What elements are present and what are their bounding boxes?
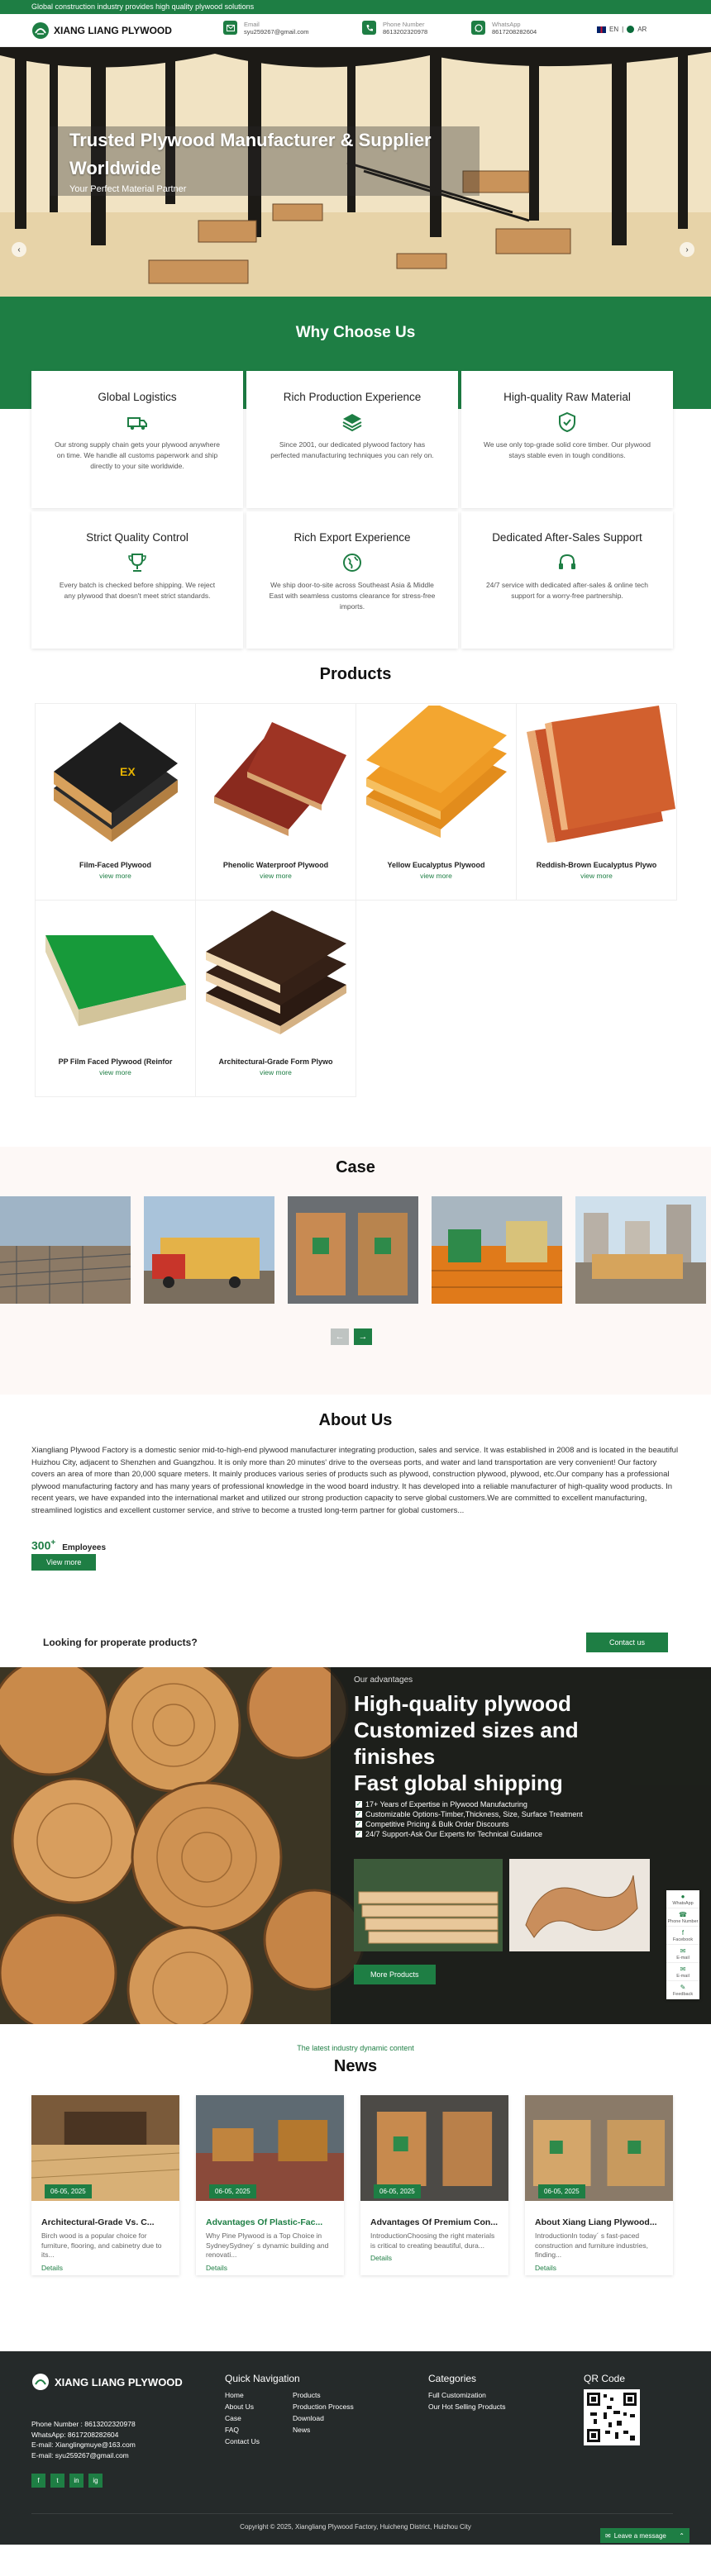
news-card[interactable] (525, 2095, 673, 2275)
product-card[interactable] (196, 901, 356, 1097)
product-image (518, 706, 675, 849)
advantage-item: ✓ Customizable Options-Timber,Thickness, Size, Surface Treatment (356, 1810, 583, 1818)
logo-text: XIANG LIANG PLYWOOD (54, 24, 172, 36)
why-card (246, 371, 458, 508)
email-icon: ✉ (680, 1965, 686, 1973)
leave-message-label: Leave a message (613, 2531, 666, 2540)
checkbox-icon: ✓ (356, 1830, 362, 1837)
footer-qr (584, 2373, 640, 2445)
product-name: Yellow Eucalyptus Plywood (387, 861, 485, 869)
hero-banner (0, 47, 711, 297)
why-card-title: High-quality Raw Material (503, 391, 631, 403)
news-kicker: The latest industry dynamic content (297, 2044, 414, 2052)
site-header (0, 14, 711, 47)
footer-nav-contact[interactable]: Contact Us (225, 2437, 260, 2445)
footer-qr-title: QR Code (584, 2373, 626, 2384)
news-section (0, 2024, 711, 2351)
news-details-link[interactable]: Details (535, 2263, 556, 2272)
side-facebook[interactable]: f Facebook (666, 1927, 699, 1945)
why-card (461, 511, 673, 649)
employee-stat (31, 1538, 680, 1552)
employee-count: 300+ (31, 1538, 56, 1552)
news-title: News (333, 2057, 378, 2075)
footer-nav-about[interactable]: About Us (225, 2403, 254, 2411)
why-card-title: Strict Quality Control (86, 531, 188, 544)
whatsapp-label: WhatsApp (492, 21, 521, 28)
footer-cat-hot[interactable]: Our Hot Selling Products (428, 2403, 506, 2411)
case-title: Case (336, 1158, 375, 1176)
product-view-more-link[interactable]: view more (260, 1068, 292, 1077)
product-image (358, 706, 515, 849)
case-prev-button[interactable] (331, 1328, 349, 1345)
footer-nav-news[interactable]: News (293, 2426, 311, 2434)
footer-logo[interactable] (31, 2373, 183, 2391)
product-card[interactable] (36, 704, 196, 901)
footer-phone[interactable]: Phone Number : 8613202320978 (31, 2420, 136, 2428)
headset-icon (556, 552, 578, 573)
footer-categories-title: Categories (428, 2373, 477, 2384)
saudi-flag-icon (627, 26, 634, 33)
top-announcement-bar (0, 0, 711, 14)
header-whatsapp[interactable] (471, 21, 537, 36)
why-card-text: 24/7 service with dedicated after-sales & online tech support for a worry-free partnership. (485, 581, 649, 600)
chevron-right-icon: › (685, 245, 689, 254)
products-grid (35, 703, 676, 1097)
case-image[interactable] (432, 1196, 562, 1304)
news-date: 06-05, 2025 (209, 2184, 256, 2198)
product-card[interactable] (196, 704, 356, 901)
news-details-link[interactable]: Details (206, 2263, 227, 2272)
advantages-headline: High-quality plywood Customized sizes and finishes Fast global shipping (354, 1691, 579, 1795)
news-card[interactable] (31, 2095, 179, 2275)
chat-icon: ✎ (680, 1983, 686, 1991)
floating-contact-sidebar (666, 1890, 699, 1999)
site-footer (0, 2351, 711, 2545)
language-switcher[interactable] (597, 26, 647, 33)
product-image (198, 902, 355, 1046)
case-carousel (0, 1196, 711, 1304)
hero-next-button[interactable] (680, 242, 694, 257)
twitter-icon[interactable]: t (50, 2474, 64, 2488)
qr-code-image (584, 2389, 640, 2445)
checkbox-icon: ✓ (356, 1810, 362, 1818)
checkbox-icon: ✓ (356, 1820, 362, 1827)
truck-icon (126, 411, 148, 433)
chat-icon: ✉ (605, 2531, 611, 2540)
facebook-icon[interactable]: f (31, 2474, 45, 2488)
news-date: 06-05, 2025 (374, 2184, 421, 2198)
why-card-title: Dedicated After-Sales Support (492, 531, 642, 544)
product-grid-spacer (356, 901, 517, 1097)
whatsapp-icon (471, 21, 485, 35)
product-view-more-link[interactable]: view more (420, 872, 452, 880)
about-section (0, 1395, 711, 1618)
why-card (31, 371, 243, 508)
news-card-title[interactable]: Architectural-Grade Vs. C... (41, 2217, 155, 2227)
advantage-item: ✓ 17+ Years of Expertise in Plywood Manufacturing (356, 1800, 527, 1808)
news-details-link[interactable]: Details (370, 2254, 392, 2262)
layers-icon (341, 411, 363, 433)
instagram-icon[interactable]: ig (88, 2474, 103, 2488)
footer-cat-custom[interactable]: Full Customization (428, 2391, 486, 2399)
why-card (461, 371, 673, 508)
header-email[interactable] (223, 21, 309, 36)
trophy-icon (126, 552, 148, 573)
arrow-left-icon: ← (335, 1332, 345, 1342)
why-card-text: Our strong supply chain gets your plywood anywhere on time. We handle all customs paperwork and ship directly to your site worldwide. (55, 440, 220, 470)
products-section (0, 662, 711, 1097)
arrow-right-icon: → (358, 1332, 368, 1342)
advantages-kicker: Our advantages (354, 1675, 413, 1685)
lang-en[interactable]: EN (609, 26, 619, 33)
case-image[interactable] (575, 1196, 706, 1304)
footer-nav-faq[interactable]: FAQ (225, 2426, 240, 2434)
proposal-question: Looking for properate products? (43, 1637, 198, 1648)
why-card-text: We use only top-grade solid core timber. Our plywood stays stable even in tough conditions. (483, 440, 651, 459)
product-name: PP Film Faced Plywood (Reinfor (58, 1057, 173, 1066)
why-card-text: We ship door-to-site across Southeast Asia & Middle East with seamless customs clearance for stress-free imports. (269, 581, 436, 611)
news-card-excerpt: Why Pine Plywood is a Top Choice in SydneySydney´ s dynamic building and renovati... (206, 2231, 329, 2259)
product-view-more-link[interactable]: view more (580, 872, 613, 880)
footer-nav-case[interactable]: Case (225, 2414, 241, 2422)
case-image[interactable] (288, 1196, 418, 1304)
product-name: Reddish-Brown Eucalyptus Plywo (536, 861, 657, 869)
product-card[interactable] (517, 704, 677, 901)
news-card-excerpt: IntroductionIn today´ s fast-paced construction and furniture industries, finding... (535, 2231, 649, 2259)
product-image (198, 706, 355, 849)
footer-nav-home[interactable]: Home (225, 2391, 244, 2399)
phone-value: 8613202320978 (383, 28, 428, 36)
news-date: 06-05, 2025 (45, 2184, 92, 2198)
employee-label: Employees (62, 1542, 107, 1552)
chevron-left-icon: ‹ (17, 245, 21, 254)
footer-contact-info (31, 2419, 136, 2460)
logo-mark-icon (31, 21, 50, 40)
side-email[interactable]: ✉ E-mail (666, 1945, 699, 1963)
lang-separator: | (622, 26, 624, 33)
announcement-text: Global construction industry provides high quality plywood solutions (31, 2, 255, 11)
plywood-stack-image (354, 1859, 503, 1951)
checkbox-icon: ✓ (356, 1800, 362, 1808)
footer-nav-process[interactable]: Production Process (293, 2403, 354, 2411)
news-card[interactable] (360, 2095, 508, 2275)
product-name: Film-Faced Plywood (79, 861, 151, 869)
footer-email-1[interactable]: E-mail: Xianglingmuye@163.com (31, 2441, 136, 2449)
why-card-title: Global Logistics (98, 391, 177, 403)
advantages-list (356, 1799, 583, 1839)
wood-sculpture-image (509, 1859, 650, 1951)
more-products-button[interactable]: More Products (354, 1965, 436, 1984)
news-card[interactable] (196, 2095, 344, 2275)
footer-categories (428, 2373, 506, 2412)
product-name: Architectural-Grade Form Plywo (218, 1057, 333, 1066)
footer-whatsapp[interactable]: WhatsApp: 8617208282604 (31, 2430, 119, 2439)
email-label: Email (244, 21, 260, 28)
hero-subtitle: Your Perfect Material Partner (69, 184, 187, 194)
leave-message-button[interactable] (600, 2528, 690, 2543)
phone-icon: ☎ (679, 1910, 687, 1918)
products-title: Products (319, 665, 392, 683)
news-details-link[interactable]: Details (41, 2263, 63, 2272)
footer-social-links (31, 2474, 103, 2488)
why-card-title: Rich Production Experience (283, 391, 422, 403)
header-phone[interactable] (362, 21, 427, 36)
product-name: Phenolic Waterproof Plywood (222, 861, 329, 869)
about-text: Xiangliang Plywood Factory is a domestic senior mid-to-high-end plywood manufacturer integrating production, sales and service. It was established in 2008 and is located in the beautiful Huizhou City, adjacent to Shenzhen and Guangzhou. It is only more than 20 minutes' drive to the overseas ports, and water and land transportation are very convenient! Our factory covers an area of more than 20,000 square meters. It mainly produces various series of products such as plywood, construction plywood, plywood, etc.Our company has a professional plywood manufacturing factory and has many years of professional knowledge in the wood board industry. It has developed into a reliable manufacturer of high-quality wood products. In recent years, we have expanded into the international market and utilized our strong production capacity to serve global customers.We are committed to excellent manufacturing, streamlined logistics and excellent customer service, and strive to become a trusted long-term partner for global customers... (31, 1446, 679, 1515)
about-view-more-button[interactable]: View more (31, 1554, 96, 1571)
facebook-icon: f (681, 1928, 685, 1937)
whatsapp-icon: ● (680, 1892, 685, 1900)
chevron-up-icon: ⌃ (679, 2531, 685, 2540)
news-card-title[interactable]: About Xiang Liang Plywood... (535, 2217, 657, 2227)
case-next-button[interactable] (354, 1328, 372, 1345)
news-card-title[interactable]: Advantages Of Premium Con... (370, 2217, 499, 2227)
news-date: 06-05, 2025 (538, 2184, 585, 2198)
footer-nav-download[interactable]: Download (293, 2414, 324, 2422)
side-whatsapp[interactable]: ● WhatsApp (666, 1890, 699, 1908)
email-icon: ✉ (680, 1946, 686, 1955)
footer-nav-title: Quick Navigation (225, 2373, 300, 2384)
side-email-2[interactable]: ✉ E-mail (666, 1963, 699, 1981)
advantage-item: ✓ 24/7 Support-Ask Our Experts for Technical Guidance (356, 1830, 542, 1838)
why-cards-grid (31, 371, 673, 649)
why-card-title: Rich Export Experience (293, 531, 411, 544)
shield-check-icon (556, 411, 578, 433)
advantage-item: ✓ Competitive Pricing & Bulk Order Discounts (356, 1820, 509, 1828)
advantages-section (0, 1667, 711, 2024)
side-feedback[interactable]: ✎ Feedback (666, 1981, 699, 1999)
footer-email-2[interactable]: E-mail: syu259267@gmail.com (31, 2450, 129, 2460)
why-card (31, 511, 243, 649)
hero-title: Trusted Plywood Manufacturer & Supplier Worldwide (69, 130, 432, 178)
phone-icon (362, 21, 376, 35)
footer-nav-products[interactable]: Products (293, 2391, 321, 2399)
product-image (37, 706, 194, 849)
product-view-more-link[interactable]: view more (260, 872, 292, 880)
hero-prev-button[interactable] (12, 242, 26, 257)
site-logo[interactable] (31, 21, 172, 40)
about-title: About Us (318, 1411, 393, 1429)
why-card (246, 511, 458, 649)
product-view-more-link[interactable]: view more (99, 872, 131, 880)
news-grid (31, 2095, 673, 2275)
why-card-text: Since 2001, our dedicated plywood factory has perfected manufacturing techniques you can rely on. (270, 440, 434, 459)
product-card[interactable] (356, 704, 517, 901)
lang-ar[interactable]: AR (637, 26, 647, 33)
case-pagination (331, 1328, 372, 1345)
footer-copyright: Copyright © 2025, Xiangliang Plywood Factory, Huicheng District, Huizhou City (240, 2523, 471, 2531)
why-title: Why Choose Us (295, 324, 416, 341)
side-phone[interactable]: ☎ Phone Number (666, 1908, 699, 1927)
svg-text:EX: EX (119, 765, 136, 778)
product-view-more-link[interactable]: view more (99, 1068, 131, 1077)
proposal-bar (0, 1618, 711, 1667)
linkedin-icon[interactable]: in (69, 2474, 84, 2488)
footer-brand: XIANG LIANG PLYWOOD (55, 2375, 183, 2388)
case-image[interactable] (0, 1196, 131, 1304)
uk-flag-icon (597, 26, 606, 33)
news-card-excerpt: Birch wood is a popular choice for furniture, flooring, and cabinetry due to its... (41, 2231, 162, 2259)
email-value: syu259267@gmail.com (244, 28, 309, 36)
email-icon (223, 21, 237, 35)
why-choose-us-section (0, 297, 711, 662)
logo-mark-icon (31, 2373, 50, 2391)
news-card-title[interactable]: Advantages Of Plastic-Fac... (206, 2217, 323, 2227)
phone-label: Phone Number (383, 21, 425, 28)
footer-divider (31, 2513, 673, 2514)
case-section (0, 1147, 711, 1395)
case-image[interactable] (144, 1196, 274, 1304)
contact-us-button[interactable]: Contact us (586, 1633, 668, 1652)
product-card[interactable] (36, 901, 196, 1097)
product-grid-spacer (517, 901, 677, 1097)
news-card-excerpt: IntroductionChoosing the right materials is critical to creating beautiful, dura... (370, 2231, 495, 2250)
footer-quick-navigation (225, 2373, 354, 2447)
globe-icon (341, 552, 363, 573)
why-card-text: Every batch is checked before shipping. We reject any plywood that doesn't meet strict standards. (59, 581, 216, 600)
whatsapp-value: 8617208282604 (492, 28, 537, 36)
product-image (37, 902, 194, 1046)
